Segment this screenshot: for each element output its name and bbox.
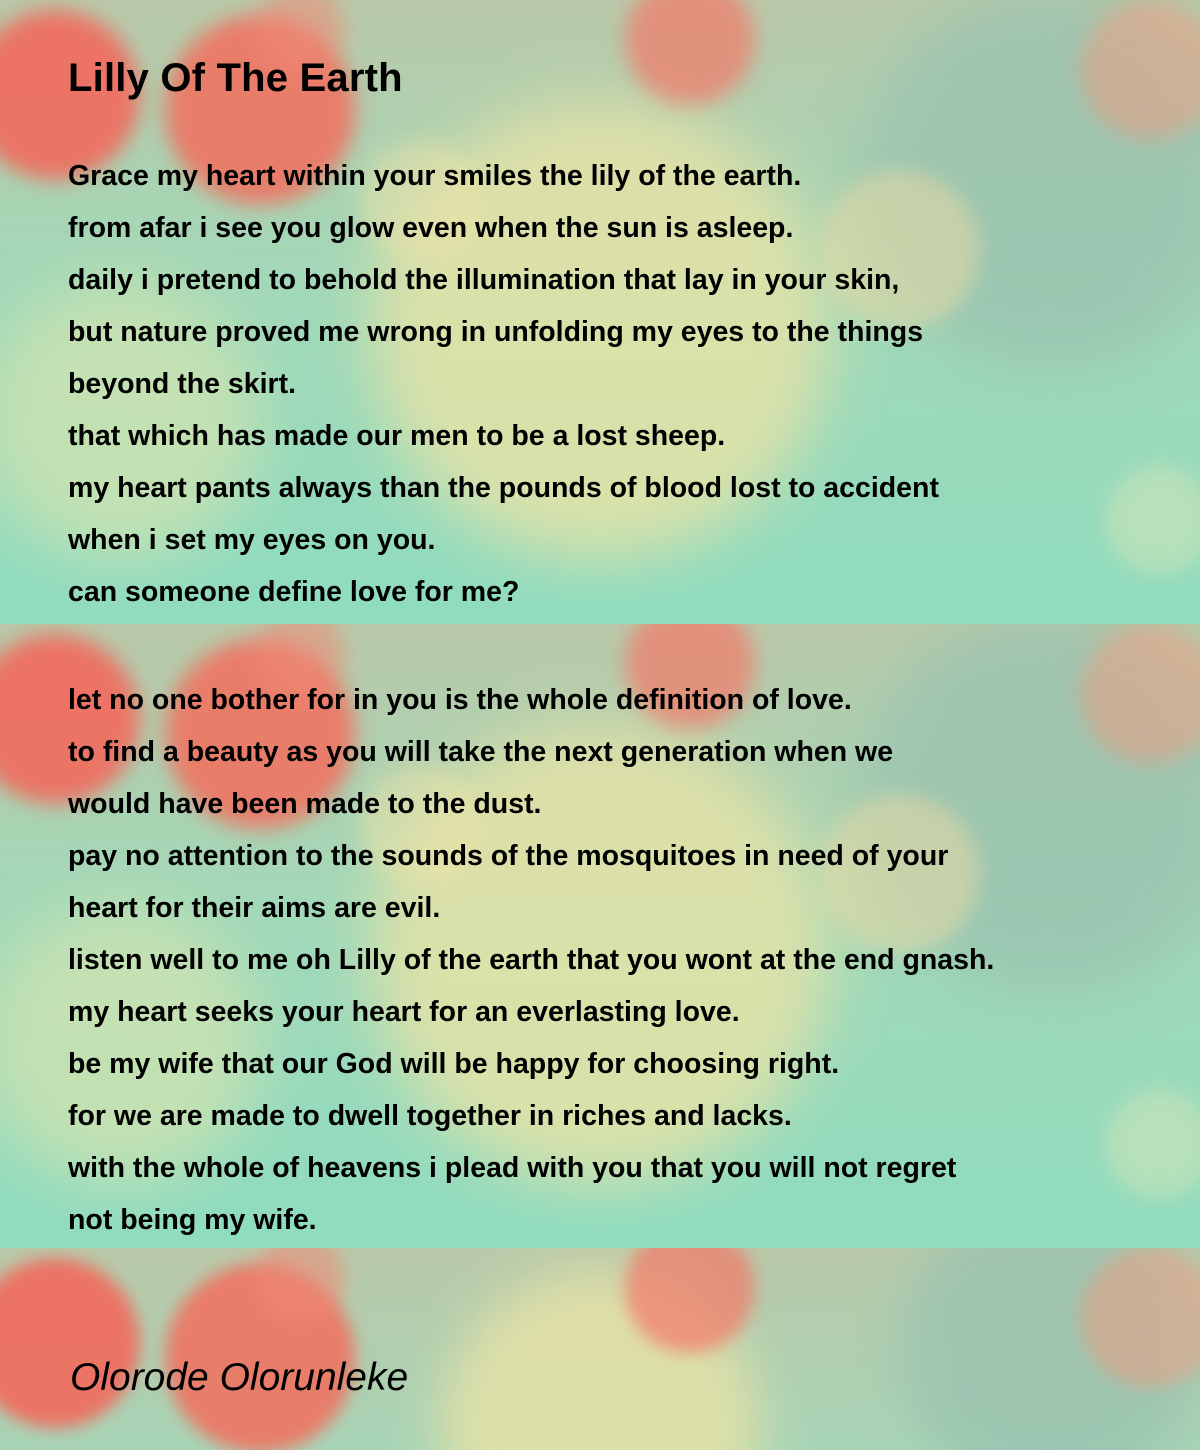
- poem-line: pay no attention to the sounds of the mosquitoes in need of your: [68, 840, 949, 872]
- poem-line: my heart pants always than the pounds of blood lost to accident: [68, 472, 939, 504]
- poem-line: heart for their aims are evil.: [68, 892, 441, 924]
- poem-line: for we are made to dwell together in riches and lacks.: [68, 1100, 792, 1132]
- poem-line: be my wife that our God will be happy for choosing right.: [68, 1048, 840, 1080]
- poem-line: beyond the skirt.: [68, 368, 297, 400]
- poem-body-top: [68, 52, 1160, 618]
- poem-line: that which has made our men to be a lost sheep.: [68, 420, 726, 452]
- stanza-1: [68, 150, 1160, 618]
- bokeh-background: [0, 1248, 1200, 1450]
- poem-line: can someone define love for me?: [68, 576, 520, 608]
- poem-line: not being my wife.: [68, 1204, 317, 1236]
- poem-line: with the whole of heavens i plead with you that you will not regret: [68, 1152, 957, 1184]
- poem-line: let no one bother for in you is the whole definition of love.: [68, 684, 852, 716]
- poem-line: but nature proved me wrong in unfolding my eyes to the things: [68, 316, 924, 348]
- poem-line: from afar i see you glow even when the sun is asleep.: [68, 212, 794, 244]
- poem-line: daily i pretend to behold the illumination that lay in your skin,: [68, 264, 900, 296]
- poem-author: Olorode Olorunleke: [70, 1356, 409, 1399]
- poem-line: when i set my eyes on you.: [68, 524, 436, 556]
- poem-line: my heart seeks your heart for an everlasting love.: [68, 996, 740, 1028]
- poem-panel-top: [0, 0, 1200, 624]
- stanza-2: [68, 674, 1160, 1246]
- poem-body-middle: [68, 674, 1160, 1246]
- poem-line: Grace my heart within your smiles the lily of the earth.: [68, 160, 802, 192]
- poem-line: to find a beauty as you will take the next generation when we: [68, 736, 894, 768]
- poem-title: Lilly Of The Earth: [68, 56, 403, 100]
- author-panel: [0, 1248, 1200, 1450]
- poem-line: listen well to me oh Lilly of the earth that you wont at the end gnash.: [68, 944, 995, 976]
- author-block: [68, 1352, 1160, 1404]
- poem-panel-middle: [0, 624, 1200, 1248]
- poem-line: would have been made to the dust.: [68, 788, 542, 820]
